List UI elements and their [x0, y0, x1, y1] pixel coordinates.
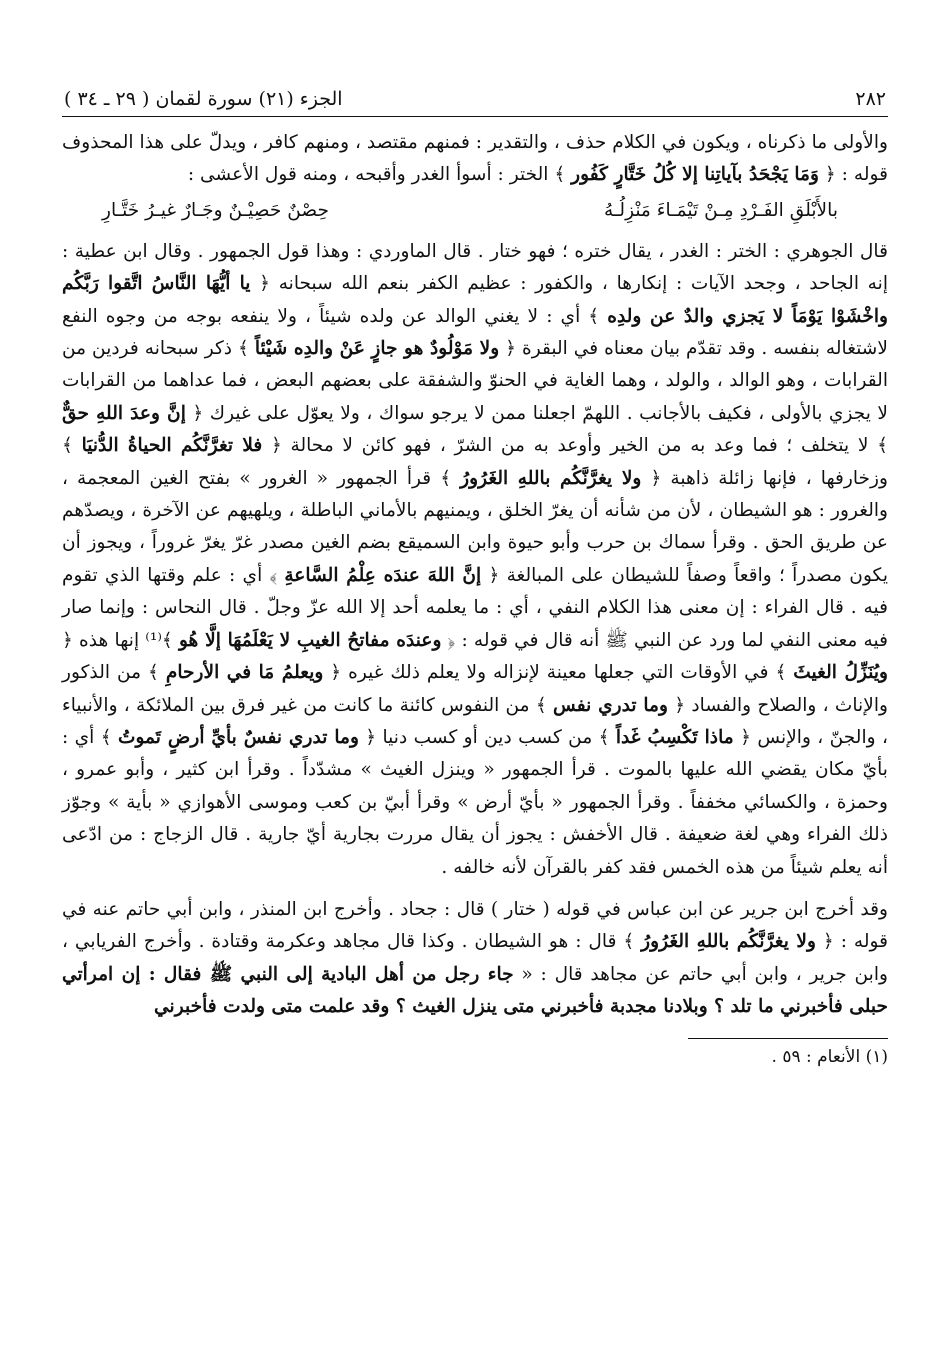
- quran-quote: وعندَه مفاتحُ الغيبِ لا يَعْلَمُهَا إلَّا هُو: [178, 629, 442, 651]
- text-run: ﴾ ذكر سبحانه فردين من القرابات ، وهو الوالد ، والولد ، وهما الغاية في الحنوّ والشفقة على بعضهم البعض ، فما عداهما من القرابات لا يجزي بالأولى ، فكيف بالأجانب . اللهمّ اجعلنا ممن لا يرجو سواك ، ولا يعوّل على غيرك ﴿: [62, 338, 889, 424]
- text-run: ﴾ وزخارفها ، فإنها زائلة ذاهبة ﴿: [62, 435, 888, 489]
- quran-quote: ولا مَوْلُودٌ هو جازٍ عَنْ والدِه شَيْئاً: [254, 338, 500, 360]
- quran-quote: يا أيُّهَا النَّاسُ اتَّقوا رَبَّكُم واخْشَوْا يَوْمَاً لا يَجزي والدٌ عن ولدِه: [62, 273, 888, 327]
- quran-quote: ولا يغرَّنَّكُم باللهِ الغَرُورُ: [641, 931, 816, 953]
- quran-quote: ويعلمُ مَا في الأرحامِ: [165, 662, 324, 684]
- text-run: ﴾ لا يتخلف ؛ فما وعد به من الخير وأوعد به من الشرّ ، فهو كائن لا محالة ﴿: [262, 435, 888, 457]
- footnote: (١) الأنعام : ٥٩ .: [771, 1046, 888, 1067]
- quran-quote: ولا يغرَّنَّكُم باللهِ الغَرُورُ: [460, 467, 642, 489]
- running-title: الجزء (٢١) سورة لقمان ( ٢٩ ـ ٣٤ ): [64, 88, 343, 110]
- quran-quote: وما تدري نفسٌ بأيِّ أرضٍ تَموتُ: [117, 726, 359, 748]
- text-run: ﴾ قرأ الجمهور « الغرور » بفتح الغين المعجمة ، والغرور : هو الشيطان ، لأن من شأنه أن يغرّ الخلق ، ويمنيهم بالأماني الباطلة ، ويلهيهم عن الآخرة ، ويصدّهم عن طريق الحق . وقرأ سماك بن حرب وأبو حيوة وابن السميقع بضم الغين مصدر غرّ يغرّ غروراً ، ويجوز أن يكون مصدراً ؛ واقعاً وصفاً للشيطان على المبالغة ﴿: [62, 467, 889, 586]
- text-run: ﴾ من الذكور والإناث ، والصلاح والفساد ﴿: [62, 662, 888, 716]
- paragraph: [62, 236, 888, 884]
- text-run: وقد أخرج ابن جرير عن ابن عباس في قوله ( ختار ) قال : جحاد . وأخرج ابن المنذر ، وابن أبي حاتم عنه في قوله : ﴿: [62, 898, 888, 953]
- quran-quote: إنَّ وعدَ اللهِ حقٌّ: [62, 402, 186, 424]
- quran-quote: ويُنَزِّلُ الغيثَ: [793, 662, 888, 684]
- text-run: ﴾ في الأوقات التي جعلها معينة لإنزاله ولا يعلم ذلك غيره ﴿: [323, 662, 794, 684]
- page-header: [62, 88, 888, 117]
- quran-quote: ماذا تَكْسِبُ غَداً: [615, 726, 734, 748]
- body-text-intro: [62, 127, 888, 192]
- text-run: ﴾⁽¹⁾ إنها هذه ﴿: [62, 629, 179, 651]
- paragraph: [62, 894, 888, 1024]
- poetry-verse: [62, 194, 888, 228]
- quran-quote: وَمَا يَجْحَدُ بآياتِنا إلا كُلُ خَتَّارٍ كَفُور: [571, 164, 819, 186]
- paragraph: [62, 127, 888, 192]
- text-run: ﴾ أي : بأيّ مكان يقضي الله عليها بالموت . قرأ الجمهور « وينزل الغيث » مشدّداً . وقرأ ابن كثير ، وأبو عمرو ، وحمزة ، والكسائي مخففاً . وقرأ الجمهور « بأيّ أرض » وقرأ أبيّ بن كعب وموسى الأهوازي « بأية » وجوّز ذلك الفراء وهي لغة ضعيفة . قال الأخفش : يجوز أن يقال مررت بجارية أيّ جارية . قال الزجاج : من ادّعى أنه يعلم شيئاً من هذه الخمس فقد كفر بالقرآن لأنه خالفه .: [62, 726, 888, 878]
- text-run: ﴾ قال : هو الشيطان . وكذا قال مجاهد وعكرمة وقتادة . وأخرج الفريابي ، وابن جرير ، وابن أبي حاتم عن مجاهد قال : «: [62, 931, 888, 985]
- text-run: قال الجوهري : الختر : الغدر ، يقال ختره ؛ فهو ختار . قال الماوردي : وهذا قول الجمهور . وقال ابن عطية : إنه الجاحد ، وجحد الآيات : إنكارها ، والكفور : عظيم الكفر بنعم الله سبحانه ﴿: [62, 240, 888, 295]
- quran-quote: إنَّ اللهَ عندَه عِلْمُ السَّاعةِ: [284, 564, 482, 586]
- book-page: [62, 88, 888, 1069]
- text-run: ﴾ الختر : أسوأ الغدر وأقبحه ، ومنه قول الأعشى :: [187, 164, 572, 186]
- text-run: ﴾ أي : لا يغني الوالد عن ولده شيئاً ، ولا ينفعه بوجه من وجوه النفع لاشتغاله بنفسه . وقد تقدّم بيان معناه في البقرة ﴿: [62, 305, 888, 360]
- text-run: ﴾ من كسب دين أو كسب دنيا ﴿: [358, 726, 616, 748]
- text-run: والأولى ما ذكرناه ، ويكون في الكلام حذف ، والتقدير : فمنهم مقتصد ، ومنهم كافر ، ويدلّ على هذا المحذوف قوله : ﴿: [61, 132, 888, 186]
- footnote-divider: [688, 1038, 888, 1039]
- quran-quote: وما تدري نفس: [553, 694, 668, 716]
- verse-hemistich-second: حِصْنٌ حَصِيْـنٌ وجَـارٌ غيـرُ خَتَّـارِ: [102, 199, 330, 221]
- body-text-main: [62, 236, 888, 1024]
- text-run: ﴾ من النفوس كائنة ما كانت من غير فرق بين الملائكة ، والأنبياء ، والجنّ ، والإنس ﴿: [62, 694, 888, 748]
- verse-hemistich-first: بالأَبْلَقِ الفَـرْدِ مِـنْ تَيْمَـاءَ مَنْزِلُـهُ: [603, 199, 838, 221]
- quran-quote: فلا تغرَّنَّكُم الحياةُ الدُّنيَا: [81, 435, 263, 457]
- page-number: ٢٨٢: [855, 88, 886, 110]
- text-run: ﴾ أي : علم وقتها الذي تقوم فيه . قال الفراء : إن معنى هذا الكلام النفي ، أي : ما يعلمه أحد إلا الله عزّ وجلّ . قال النحاس : وإنما صار فيه معنى النفي لما ورد عن النبي ﷺ أنه قال في قوله : ﴿: [62, 564, 889, 651]
- quran-quote: جاء رجل من أهل البادية إلى النبي ﷺ فقال : إن امرأتي حبلى فأخبرني ما تلد ؟ وبلادنا مجدبة فأخبرني متى ينزل الغيث ؟ وقد علمت متى ولدت فأخبرني: [62, 963, 888, 1018]
